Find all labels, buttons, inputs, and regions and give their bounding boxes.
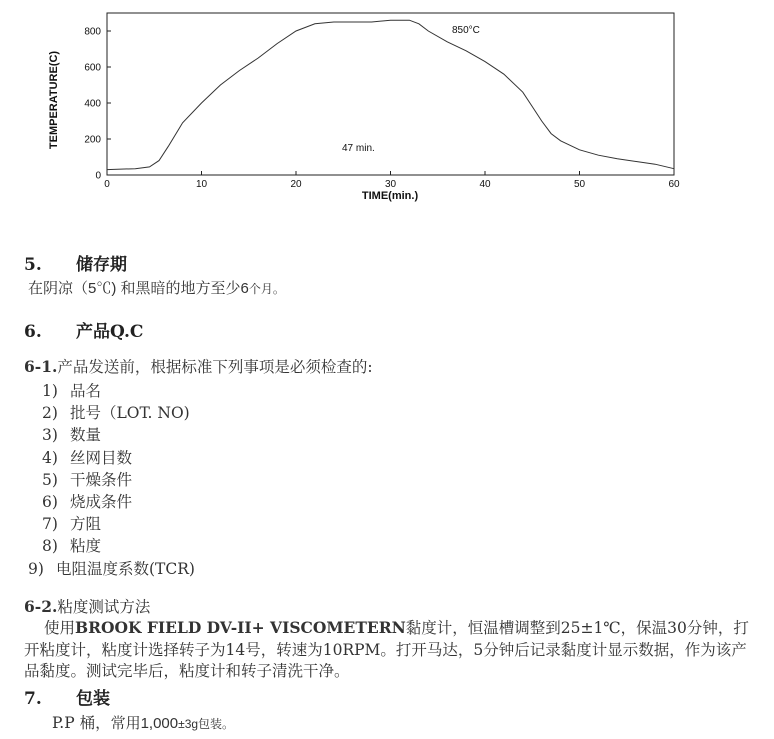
plot-frame bbox=[107, 13, 674, 175]
qc-check-item bbox=[42, 468, 132, 490]
item-number: 9) bbox=[28, 559, 44, 578]
packaging-quantity: 常用1,000 bbox=[110, 715, 179, 732]
qc-check-item bbox=[42, 423, 101, 445]
qc-subsection-2 bbox=[24, 595, 150, 617]
method-rest: 黏度计，恒温槽调整到25±1℃，保温30分钟，打开粘度计，粘度计选择转子为14号，转速为10RPM。打开马达，5分钟后记录黏度计显示数据，作为该产品黏度。测试完毕后，粘度计和转子清洗干净。 bbox=[24, 619, 749, 680]
subsection-text: 产品发送前，根据标准下列事项是必须检查的: bbox=[57, 358, 373, 376]
item-text: 丝网目数 bbox=[70, 448, 133, 467]
qc-check-item bbox=[28, 557, 195, 579]
subsection-title: 粘度测试方法 bbox=[57, 598, 151, 616]
subsection-number: 6-1. bbox=[24, 357, 58, 376]
section-title: 产品Q.C bbox=[76, 322, 144, 342]
y-tick-label: 600 bbox=[84, 62, 101, 74]
item-text: 数量 bbox=[70, 426, 102, 445]
x-tick-label: 40 bbox=[479, 179, 491, 190]
x-tick-label: 20 bbox=[290, 179, 302, 190]
temperature-series-line bbox=[107, 20, 674, 169]
temperature-profile-chart bbox=[0, 0, 774, 215]
qc-check-item bbox=[42, 379, 101, 401]
peak-temperature-annotation: 850°C bbox=[452, 25, 480, 36]
duration-annotation: 47 min. bbox=[342, 143, 375, 154]
x-tick-label: 10 bbox=[195, 179, 208, 190]
section-5-heading bbox=[24, 250, 127, 275]
packaging-container: P.P 桶， bbox=[52, 714, 111, 732]
qc-subsection-1 bbox=[24, 355, 373, 377]
qc-check-item bbox=[42, 401, 190, 423]
item-number: 2) bbox=[42, 404, 58, 423]
viscosity-method-text bbox=[24, 617, 754, 683]
qc-check-item bbox=[42, 512, 101, 534]
section-number: 5. bbox=[24, 255, 42, 275]
section-title: 包装 bbox=[76, 689, 110, 709]
item-number: 6) bbox=[42, 493, 58, 511]
x-axis-label: TIME(min.) bbox=[361, 190, 419, 202]
x-tick-label: 50 bbox=[573, 179, 586, 190]
item-number: 4) bbox=[42, 448, 58, 467]
y-tick-label: 400 bbox=[84, 98, 101, 110]
qc-check-item bbox=[42, 446, 132, 468]
item-number: 3) bbox=[42, 426, 58, 445]
subsection-number: 6-2. bbox=[24, 597, 58, 616]
section-number: 7. bbox=[24, 689, 42, 709]
viscometer-brand: BROOK FIELD DV-II+ VISCOMETERN bbox=[75, 618, 406, 637]
item-text: 品名 bbox=[70, 382, 102, 400]
x-tick-label: 0 bbox=[104, 179, 110, 190]
section-6-heading bbox=[24, 317, 143, 342]
x-tick-label: 60 bbox=[668, 179, 680, 190]
item-text: 粘度 bbox=[70, 537, 102, 556]
y-tick-label: 200 bbox=[84, 134, 101, 146]
x-tick-label: 30 bbox=[384, 179, 397, 190]
qc-check-item bbox=[42, 490, 132, 512]
item-number: 1) bbox=[42, 382, 58, 400]
item-text: 烧成条件 bbox=[70, 493, 133, 511]
item-text: 干燥条件 bbox=[70, 470, 133, 489]
plot-area bbox=[84, 13, 680, 190]
section-7-heading bbox=[24, 684, 110, 709]
storage-text-main: 在阴凉（5℃) 和黑暗的地方至少6 bbox=[28, 280, 249, 297]
item-number: 7) bbox=[42, 515, 58, 534]
section-number: 6. bbox=[24, 322, 42, 342]
storage-text bbox=[28, 277, 285, 298]
y-tick-label: 0 bbox=[95, 170, 101, 182]
method-pre: 使用 bbox=[44, 619, 76, 637]
y-tick-label: 800 bbox=[84, 26, 101, 38]
packaging-tolerance: ±3g包装。 bbox=[178, 717, 235, 731]
item-number: 8) bbox=[42, 537, 58, 556]
item-text: 批号（LOT. NO) bbox=[70, 404, 190, 423]
item-text: 方阻 bbox=[70, 515, 102, 534]
storage-text-unit: 个月。 bbox=[248, 282, 285, 296]
section-title: 储存期 bbox=[76, 255, 127, 275]
item-text: 电阻温度系数(TCR) bbox=[56, 559, 195, 578]
item-number: 5) bbox=[42, 470, 58, 489]
qc-check-item bbox=[42, 534, 101, 556]
y-axis-label: TEMPERATURE(C) bbox=[48, 50, 60, 150]
packaging-text bbox=[52, 711, 234, 733]
